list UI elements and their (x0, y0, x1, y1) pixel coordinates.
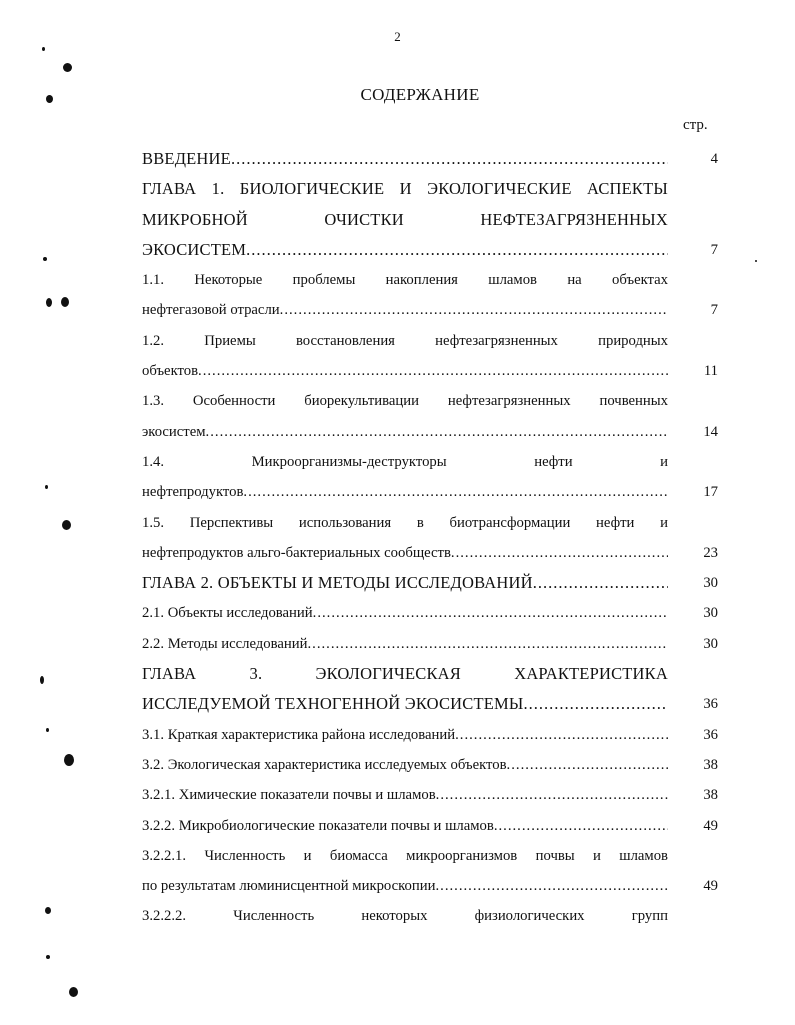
toc-page-number: 49 (703, 817, 718, 834)
toc-entry (142, 598, 718, 628)
toc-entry-text: нефтегазовой отрасли (142, 302, 280, 319)
toc-entry (142, 386, 718, 447)
scan-speck (46, 955, 50, 959)
dot-leader (507, 750, 668, 780)
toc-entry-text: 3.1. Краткая характеристика района исследований (142, 726, 456, 743)
dot-leader (307, 629, 668, 659)
toc-entry-text: ГЛАВА 2. ОБЪЕКТЫ И МЕТОДЫ ИССЛЕДОВАНИЙ (142, 573, 533, 593)
toc-entry (142, 750, 718, 780)
dot-leader (524, 689, 669, 719)
scan-speck (45, 907, 51, 914)
page-number: 2 (394, 29, 401, 44)
scan-speck (69, 987, 78, 997)
scan-speck (46, 95, 53, 103)
dot-leader (198, 356, 668, 386)
toc-page-number: 49 (703, 878, 718, 895)
toc-page-number: 7 (710, 302, 718, 319)
dot-leader (455, 720, 668, 750)
toc-entry (142, 811, 718, 841)
toc-page-number: 17 (703, 484, 718, 501)
toc-entry-text: 3.2.2. Микробиологические показатели почвы и шламов (142, 817, 494, 834)
toc-entry-text: МИКРОБНОЙ ОЧИСТКИ НЕФТЕЗАГРЯЗНЕННЫХ (142, 209, 668, 229)
scan-speck (45, 485, 48, 489)
scan-speck (61, 297, 69, 307)
toc-entry-text: ВВЕДЕНИЕ (142, 149, 231, 168)
dot-leader (494, 811, 668, 841)
toc-page-number: 14 (703, 423, 718, 440)
scan-speck (43, 257, 47, 261)
toc-page-number: 38 (703, 756, 718, 773)
toc-entry (142, 174, 718, 265)
toc-entry (142, 265, 718, 326)
toc-page-number: 36 (703, 726, 718, 743)
toc-page-number: 36 (703, 696, 718, 713)
dot-leader (313, 598, 668, 628)
toc-entry (142, 508, 718, 569)
dot-leader (206, 417, 668, 447)
dot-leader (533, 568, 668, 598)
scan-speck (63, 63, 72, 72)
scan-speck (755, 260, 757, 262)
dot-leader (246, 235, 668, 265)
toc-entry (142, 326, 718, 387)
scan-speck (46, 728, 49, 732)
toc-entry-text: нефтепродуктов (142, 484, 244, 501)
toc-entry-text: 3.2.1. Химические показатели почвы и шламов (142, 787, 436, 804)
toc-entry-text: 2.1. Объекты исследований (142, 605, 313, 622)
toc-entry (142, 568, 718, 598)
toc-entry-text: ГЛАВА 3. ЭКОЛОГИЧЕСКАЯ ХАРАКТЕРИСТИКА (142, 664, 668, 684)
toc-entry (142, 841, 718, 902)
toc-page-number: 30 (703, 635, 718, 652)
page-title: СОДЕРЖАНИЕ (360, 85, 480, 104)
toc-entry-text: ГЛАВА 1. БИОЛОГИЧЕСКИЕ И ЭКОЛОГИЧЕСКИЕ АСПЕКТЫ (142, 179, 668, 199)
toc-entry-text: 1.5. Перспективы использования в биотрансформации нефти и (142, 514, 668, 531)
toc-entry-text: 3.2.2.2. Численность некоторых физиологических групп (142, 908, 668, 925)
toc-entry-text: 3.2. Экологическая характеристика исследуемых объектов (142, 756, 507, 773)
toc-page-number: 38 (703, 787, 718, 804)
toc-entry-text: ИССЛЕДУЕМОЙ ТЕХНОГЕННОЙ ЭКОСИСТЕМЫ (142, 694, 524, 714)
toc-entry-text: 3.2.2.1. Численность и биомасса микроорганизмов почвы и шламов (142, 847, 668, 864)
scan-speck (46, 298, 52, 307)
toc-entry-text: 1.1. Некоторые проблемы накопления шламов на объектах (142, 272, 668, 289)
toc-entry (142, 144, 718, 174)
toc-entry-text: 2.2. Методы исследований (142, 635, 308, 652)
toc-entry (142, 659, 718, 720)
dot-leader (451, 538, 668, 568)
toc-entry-text: 1.3. Особенности биорекультивации нефтезагрязненных почвенных (142, 393, 668, 410)
toc-entry-text: 1.2. Приемы восстановления нефтезагрязненных природных (142, 332, 668, 349)
scan-speck (62, 520, 71, 530)
toc-page-number: 30 (703, 605, 718, 622)
toc-page-number: 4 (710, 151, 718, 167)
toc-entry-text: по результатам люминисцентной микроскопии (142, 878, 436, 895)
toc-entry-text: объектов (142, 363, 199, 380)
page-column-label: стр. (683, 117, 708, 133)
toc-entry (142, 780, 718, 810)
scan-speck (64, 754, 74, 766)
scan-speck (40, 676, 44, 684)
dot-leader (435, 871, 668, 901)
toc-entry-text: 1.4. Микроорганизмы-деструкторы нефти и (142, 453, 668, 470)
toc-entry (142, 447, 718, 508)
toc-page-number: 11 (703, 363, 718, 380)
dot-leader (243, 477, 668, 507)
toc-page-number: 30 (703, 575, 718, 592)
toc-entry (142, 629, 718, 659)
toc-entry (142, 901, 714, 931)
toc-page-number: 7 (710, 241, 718, 258)
toc-entry-text: ЭКОСИСТЕМ (142, 239, 247, 259)
table-of-contents (142, 144, 718, 932)
toc-entry-text: экосистем (142, 423, 206, 440)
toc-entry-text: нефтепродуктов альго-бактериальных сообществ (142, 544, 451, 561)
toc-entry (142, 720, 718, 750)
dot-leader (231, 144, 668, 174)
dot-leader (280, 295, 668, 325)
dot-leader (436, 780, 668, 810)
scan-speck (42, 47, 45, 51)
toc-page-number: 23 (703, 544, 718, 561)
